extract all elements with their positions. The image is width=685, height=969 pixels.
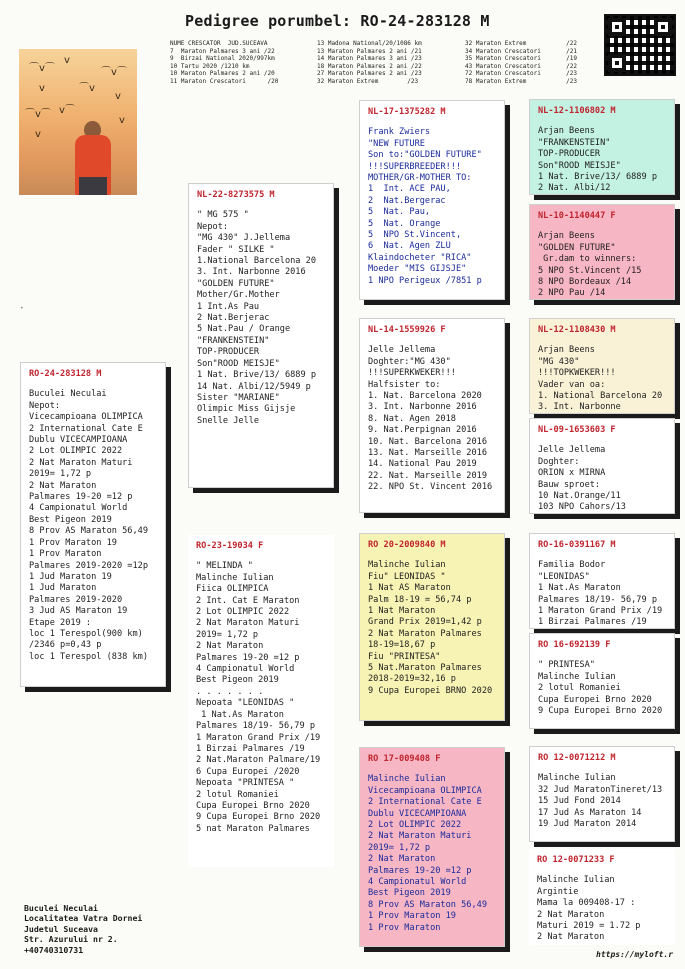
- pedigree-line: 2 Nat Maraton Maturi: [29, 457, 133, 468]
- owner-line: Judetul Suceava: [24, 923, 98, 934]
- pedigree-line: 1 Maraton Grand Prix /19: [196, 732, 321, 743]
- pedigree-line: 5 nat Maraton Palmares: [196, 823, 310, 834]
- card-great-grandparent-8: [529, 849, 675, 945]
- pedigree-line: Doghter:: [538, 456, 580, 467]
- owner-line: +40740310731: [24, 944, 84, 955]
- result-line: 78 Maraton Extrem /23: [465, 77, 577, 85]
- pedigree-line: Palmares 19-20 =12 p: [196, 652, 300, 663]
- pedigree-line: 3. Int. Narbonne: [538, 402, 621, 413]
- pedigree-line: 1 NPO Perigeux /7851 p: [368, 275, 482, 286]
- ring-number: NL-17-1375282 M: [368, 107, 446, 117]
- result-line: 13 Madona National/20/1086 km: [317, 40, 422, 47]
- pedigree-line: Snelle Jelle: [197, 415, 260, 426]
- pedigree-line: 2 NPO Pau /14: [538, 288, 606, 299]
- pedigree-line: 2 Nat Maraton: [537, 932, 605, 943]
- pedigree-line: Fader " SILKE ": [197, 244, 275, 255]
- pedigree-line: Nepot:: [29, 400, 61, 411]
- card-sire-dam: [359, 318, 505, 513]
- card-sire: [188, 183, 334, 488]
- ring-number: NL-14-1559926 F: [368, 325, 446, 335]
- pedigree-line: 1. National Barcelona 20: [538, 391, 663, 402]
- pedigree-line: 2 Nat Maraton Maturi: [196, 618, 300, 629]
- pedigree-line: 5 Nat. Pau,: [368, 207, 431, 218]
- pedigree-line: Cupa Europei Brno 2020: [538, 694, 652, 705]
- card-dam-sire: [359, 533, 505, 721]
- pedigree-line: 8 NPO Bordeaux /14: [538, 277, 632, 288]
- pedigree-line: Malinche Iulian: [368, 560, 446, 571]
- pedigree-line: Mother/Gr.Mother: [197, 290, 280, 301]
- ring-number: NL-10-1140447 F: [538, 211, 616, 221]
- pedigree-line: 10 Nat.Orange/11: [538, 491, 621, 502]
- result-line: 43 Maraton Crescatori /22: [465, 62, 577, 70]
- pedigree-line: 2 International Cate E: [29, 423, 143, 434]
- pedigree-line: 1 Prov Maraton 19: [368, 911, 456, 922]
- pedigree-line: Fiu "PRINTESA": [368, 651, 441, 662]
- result-line: 10 Maraton Palmares 2 ani /20: [170, 70, 275, 78]
- ring-number: NL-12-1106802 M: [538, 106, 616, 116]
- pedigree-line: !!!SUPERBREEDER!!!: [368, 161, 462, 172]
- pedigree-line: Malinche Iulian: [368, 774, 446, 785]
- result-line: 35 Maraton Crescatori /19: [465, 55, 577, 63]
- pedigree-line: 2 Nat Maraton: [368, 854, 436, 865]
- pedigree-line: 2 Nat.Bergerac: [368, 195, 446, 206]
- pedigree-line: 2 Nat Maraton: [196, 641, 264, 652]
- owner-line: Str. Azurului nr 2.: [24, 934, 118, 945]
- pedigree-line: "GOLDEN FUTURE": [197, 278, 275, 289]
- result-line: 14 Maraton Palmares 3 ani /23: [317, 55, 422, 63]
- pedigree-line: Olimpic Miss Gijsje: [197, 404, 296, 415]
- pedigree-line: Cupa Europei Brno 2020: [196, 800, 310, 811]
- pedigree-line: Grand Prix 2019=1,42 p: [368, 617, 482, 628]
- pedigree-line: Palmares 2019-2020: [29, 594, 123, 605]
- pedigree-line: 4 Campionatul World: [196, 664, 295, 675]
- pedigree-line: Klaindocheter "RICA": [368, 252, 472, 263]
- pedigree-line: 3. Int. Narbonne 2016: [368, 402, 477, 413]
- qr-code-icon[interactable]: [604, 14, 676, 76]
- pedigree-line: 1 Birzai Palmares /19: [538, 617, 647, 628]
- pedigree-line: "MG 430": [538, 356, 580, 367]
- pedigree-line: 2 Nat. Albi/12: [538, 183, 611, 194]
- pedigree-line: Son"ROOD MEISJE": [197, 358, 280, 369]
- pedigree-line: 19 Jud Maraton 2014: [538, 819, 637, 830]
- pedigree-line: Buculei Neculai: [29, 389, 107, 400]
- pedigree-line: 2 Int. Cat E Maraton: [196, 595, 300, 606]
- ring-number: RO-16-0391167 M: [538, 540, 616, 550]
- pedigree-line: MOTHER/GR-MOTHER TO:: [368, 173, 472, 184]
- pedigree-line: loc 1 Terespol (838 km): [29, 651, 148, 662]
- pedigree-line: Vicecampioana OLIMPICA: [29, 412, 143, 423]
- ring-number: NL-12-1108430 M: [538, 325, 616, 335]
- pedigree-line: "FRANKENSTEIN": [197, 335, 270, 346]
- pedigree-line: TOP-PRODUCER: [538, 149, 601, 160]
- pedigree-line: ORION x MIRNA: [538, 468, 606, 479]
- ring-number: NL-22-8273575 M: [197, 190, 275, 200]
- pedigree-line: 14 Nat. Albi/12/5949 p: [197, 381, 311, 392]
- pedigree-line: 1 Nat.As Maraton: [196, 709, 284, 720]
- pedigree-line: /2346 p=0,43 p: [29, 640, 102, 651]
- card-great-grandparent-3: [529, 318, 675, 414]
- result-line: 18 Maraton Palmares 2 ani /22: [317, 62, 422, 70]
- pedigree-line: Son to:"GOLDEN FUTURE": [368, 150, 482, 161]
- pedigree-line: Maturi 2019 = 1.72 p: [537, 921, 641, 932]
- pedigree-line: " PRINTESA": [538, 660, 595, 671]
- owner-line: Buculei Neculai: [24, 903, 98, 913]
- card-sire-sire: [359, 100, 505, 300]
- pedigree-line: Bauw sproet:: [538, 479, 601, 490]
- pedigree-line: 2019= 1,72 p: [196, 629, 259, 640]
- pedigree-line: Etape 2019 :: [29, 617, 92, 628]
- card-great-grandparent-6: [529, 633, 675, 729]
- pedigree-line: 1 Nat Maraton: [368, 606, 436, 617]
- pedigree-line: 4 Campionatul World: [368, 877, 467, 888]
- pedigree-line: 17 Jud As Maraton 14: [538, 807, 642, 818]
- result-line: NUME CRESCATOR JUD.SUCEAVA: [170, 40, 268, 47]
- pedigree-line: 1 Maraton Grand Prix /19: [538, 606, 663, 617]
- pedigree-line: Gr.dam to winners:: [538, 254, 637, 265]
- pedigree-line: Palmares 2019-2020 =12p: [29, 560, 148, 571]
- ring-number: RO 12-0071212 M: [538, 753, 616, 763]
- pedigree-line: 2019= 1,72 p: [368, 842, 431, 853]
- pedigree-line: Arjan Beens: [538, 126, 595, 137]
- pedigree-line: 5 Nat.Pau / Orange: [197, 324, 291, 335]
- result-line: 72 Maraton Crescatori /23: [465, 70, 577, 78]
- pedigree-line: 1 Birzai Palmares /19: [196, 743, 305, 754]
- ring-number: RO-24-283128 M: [29, 369, 102, 379]
- pedigree-line: 9. Nat.Perpignan 2016: [368, 425, 477, 436]
- pedigree-line: Palmares 18/19- 56,79 p: [538, 594, 657, 605]
- pedigree-line: 2018-2019=32,16 p: [368, 674, 456, 685]
- pedigree-line: " MELINDA ": [196, 561, 253, 572]
- pedigree-line: 6 Nat. Agen ZLU: [368, 241, 451, 252]
- pedigree-line: Nepoata "PRINTESA ": [196, 778, 295, 789]
- pedigree-line: 1 Nat. Brive/13/ 6889 p: [197, 370, 316, 381]
- page-title: Pedigree porumbel: RO-24-283128 M: [185, 12, 490, 30]
- results-column-1: [170, 40, 278, 86]
- pedigree-line: 1 Int.As Pau: [197, 301, 260, 312]
- pedigree-line: Nepoata "LEONIDAS ": [196, 698, 295, 709]
- ring-number: RO-23-19034 F: [196, 541, 264, 551]
- pedigree-line: 32 Jud MaratonTineret/13: [538, 784, 663, 795]
- card-great-grandparent-7: [529, 746, 675, 842]
- pedigree-line: Dublu VICECAMPIOANA: [368, 808, 467, 819]
- pedigree-line: 2 Nat Maraton: [537, 909, 605, 920]
- pedigree-line: Jelle Jellema: [538, 445, 606, 456]
- pedigree-line: 1 Nat AS Maraton: [368, 583, 451, 594]
- results-column-2: [317, 40, 422, 86]
- pedigree-line: 14. National Pau 2019: [368, 459, 477, 470]
- pedigree-line: 1 Int. ACE PAU,: [368, 184, 451, 195]
- result-line: 34 Maraton Crescatori /21: [465, 47, 577, 55]
- pedigree-line: 4 Campionatul World: [29, 503, 128, 514]
- card-great-grandparent-5: [529, 533, 675, 629]
- pedigree-line: "NEW FUTURE: [368, 138, 425, 149]
- pedigree-line: Malinche Iulian: [538, 773, 616, 784]
- pedigree-line: 1 Nat.As Maraton: [538, 583, 621, 594]
- result-line: 13 Maraton Palmares 2 ani /21: [317, 47, 422, 55]
- pedigree-line: "GOLDEN FUTURE": [538, 242, 616, 253]
- result-line: 7 Maraton Palmares 3 ani /22: [170, 47, 275, 55]
- pedigree-line: Fiu" LEONIDAS ": [368, 571, 446, 582]
- pedigree-line: 2 Nat Maraton Palmares: [368, 628, 482, 639]
- pedigree-line: Doghter:"MG 430": [368, 356, 451, 367]
- owner-address: [24, 903, 142, 955]
- pedigree-line: 5 NPO St.Vincent,: [368, 230, 462, 241]
- pedigree-line: 1 Prov Maraton: [368, 922, 441, 933]
- pedigree-line: Son"ROOD MEISJE": [538, 160, 621, 171]
- pedigree-line: Vader van oa:: [538, 379, 606, 390]
- pedigree-line: 5 NPO St.Vincent /15: [538, 265, 642, 276]
- pedigree-line: Malinche Iulian: [538, 671, 616, 682]
- pedigree-line: Nepot:: [197, 221, 229, 232]
- pedigree-line: 2019= 1,72 p: [29, 469, 92, 480]
- pedigree-line: 9 Cupa Europei Brno 2020: [538, 706, 663, 717]
- pedigree-line: 8. Nat. Agen 2018: [368, 413, 456, 424]
- pedigree-line: 1.National Barcelona 20: [197, 256, 316, 267]
- pedigree-line: 1. Nat. Barcelona 2020: [368, 391, 482, 402]
- pedigree-line: Best Pigeon 2019: [196, 675, 279, 686]
- pedigree-line: Halfsister to:: [368, 379, 441, 390]
- pedigree-line: 3. Int. Narbonne 2016: [197, 267, 306, 278]
- result-line: 9 Birzai National 2020/997km: [170, 55, 275, 63]
- pedigree-line: TOP-PRODUCER: [197, 347, 260, 358]
- pedigree-line: Fiica OLIMPICA: [196, 584, 269, 595]
- result-line: 27 Maraton Palmares 2 ani /23: [317, 70, 422, 78]
- pedigree-line: 5 Nat. Orange: [368, 218, 441, 229]
- pedigree-line: "LEONIDAS": [538, 571, 590, 582]
- pedigree-line: Mama la 009408-17 :: [537, 898, 636, 909]
- pedigree-line: 2 Lot OLIMPIC 2022: [368, 820, 462, 831]
- pedigree-line: 15 Jud Fond 2014: [538, 796, 621, 807]
- result-line: 32 Maraton Extrem /22: [465, 40, 577, 47]
- pedigree-line: 13. Nat. Marseille 2016: [368, 448, 487, 459]
- pedigree-line: Palmares 19-20 =12 p: [29, 492, 133, 503]
- pedigree-line: 2 Nat Maraton Maturi: [368, 831, 472, 842]
- result-line: 32 Maraton Extrem /23: [317, 77, 419, 85]
- pedigree-line: 3 Jud AS Maraton 19: [29, 606, 128, 617]
- pedigree-line: Vicecampioana OLIMPICA: [368, 785, 482, 796]
- pedigree-line: Malinche Iulian: [196, 572, 274, 583]
- pedigree-line: Sister "MARIANE": [197, 392, 280, 403]
- pedigree-line: 10. Nat. Barcelona 2016: [368, 436, 487, 447]
- pedigree-line: !!!SUPERKWEKER!!!: [368, 368, 456, 379]
- pedigree-line: 6 Cupa Europei /2020: [196, 766, 300, 777]
- pedigree-line: Jelle Jellema: [368, 345, 436, 356]
- pedigree-line: Arjan Beens: [538, 231, 595, 242]
- pedigree-line: 1 Prov Maraton: [29, 549, 102, 560]
- pedigree-line: 103 NPO Cahors/13: [538, 502, 626, 513]
- pedigree-line: 1 Jud Maraton 19: [29, 571, 112, 582]
- pedigree-line: Argintie: [537, 886, 579, 897]
- pedigree-line: Arjan Beens: [538, 345, 595, 356]
- pedigree-line: 1 Nat. Brive/13/ 6889 p: [538, 172, 657, 183]
- pedigree-line: Malinche Iulian: [537, 875, 615, 886]
- results-column-3: [465, 40, 577, 86]
- pedigree-line: " MG 575 ": [197, 210, 249, 221]
- ring-number: RO 12-0071233 F: [537, 855, 615, 865]
- pedigree-line: 2 International Cate E: [368, 797, 482, 808]
- decorative-dot: •: [20, 305, 24, 312]
- card-dam: [188, 535, 334, 867]
- pedigree-line: Dublu VICECAMPIOANA: [29, 435, 128, 446]
- footer-url: https://myloft.r: [596, 950, 674, 959]
- card-great-grandparent-2: [529, 204, 675, 300]
- ring-number: RO 20-2009840 M: [368, 540, 446, 550]
- ring-number: RO 17-009408 F: [368, 754, 441, 764]
- card-great-grandparent-4: [529, 418, 675, 514]
- pedigree-line: Frank Zwiers: [368, 127, 431, 138]
- pedigree-line: 1 Prov Maraton 19: [29, 537, 117, 548]
- pedigree-line: "FRANKENSTEIN": [538, 137, 611, 148]
- result-line: 10 Tartu 2020 /1210 km: [170, 62, 250, 70]
- pedigree-line: 2 Lot OLIMPIC 2022: [29, 446, 123, 457]
- pedigree-line: 1 Jud Maraton: [29, 583, 97, 594]
- pedigree-line: !!!TOPKWEKER!!!: [538, 368, 616, 379]
- pedigree-line: 2 Lot OLIMPIC 2022: [196, 607, 290, 618]
- pedigree-line: . . . . . . .: [196, 686, 264, 697]
- pedigree-line: 9 Cupa Europei BRNO 2020: [368, 685, 493, 696]
- card-main-pigeon: [20, 362, 166, 687]
- pedigree-line: Familia Bodor: [538, 560, 606, 571]
- pedigree-line: 2 lotul Romaniei: [538, 683, 621, 694]
- pedigree-line: 2 Nat.Maraton Palmare/19: [196, 755, 321, 766]
- pedigree-line: Palm 18-19 = 56,74 p: [368, 594, 472, 605]
- owner-photo: ⌒v⌒ v ⌒v⌒ v ⌒v v ⌒v⌒ v⌒ v v: [19, 49, 137, 195]
- pedigree-line: Palmares 18/19- 56,79 p: [196, 721, 315, 732]
- card-dam-dam: [359, 747, 505, 947]
- pedigree-line: 9 Cupa Europei Brno 2020: [196, 812, 321, 823]
- card-great-grandparent-1: [529, 99, 675, 195]
- pedigree-line: Best Pigeon 2019: [29, 514, 112, 525]
- result-line: 11 Maraton Crescatori /20: [170, 77, 279, 85]
- ring-number: NL-09-1653603 F: [538, 425, 616, 435]
- pedigree-line: 18-19=18,67 p: [368, 640, 436, 651]
- pedigree-line: 22. Nat. Marseille 2019: [368, 470, 487, 481]
- pedigree-line: Palmares 19-20 =12 p: [368, 865, 472, 876]
- owner-line: Localitatea Vatra Dornei: [24, 913, 143, 924]
- pedigree-line: 2 lotul Romaniei: [196, 789, 279, 800]
- pedigree-line: Best Pigeon 2019: [368, 888, 451, 899]
- pedigree-line: "MG 430" J.Jellema: [197, 233, 291, 244]
- pedigree-line: 8 Prov AS Maraton 56,49: [29, 526, 148, 537]
- pedigree-line: 8 Prov AS Maraton 56,49: [368, 899, 487, 910]
- pedigree-line: 2 Nat.Berjerac: [197, 313, 270, 324]
- pedigree-line: loc 1 Terespol(900 km): [29, 628, 143, 639]
- pedigree-line: 2 Nat Maraton: [29, 480, 97, 491]
- pedigree-line: 22. NPO St. Vincent 2016: [368, 482, 493, 493]
- pedigree-line: Moeder "MIS GIJSJE": [368, 264, 467, 275]
- ring-number: RO 16-692139 F: [538, 640, 611, 650]
- pedigree-line: 5 Nat.Maraton Palmares: [368, 663, 482, 674]
